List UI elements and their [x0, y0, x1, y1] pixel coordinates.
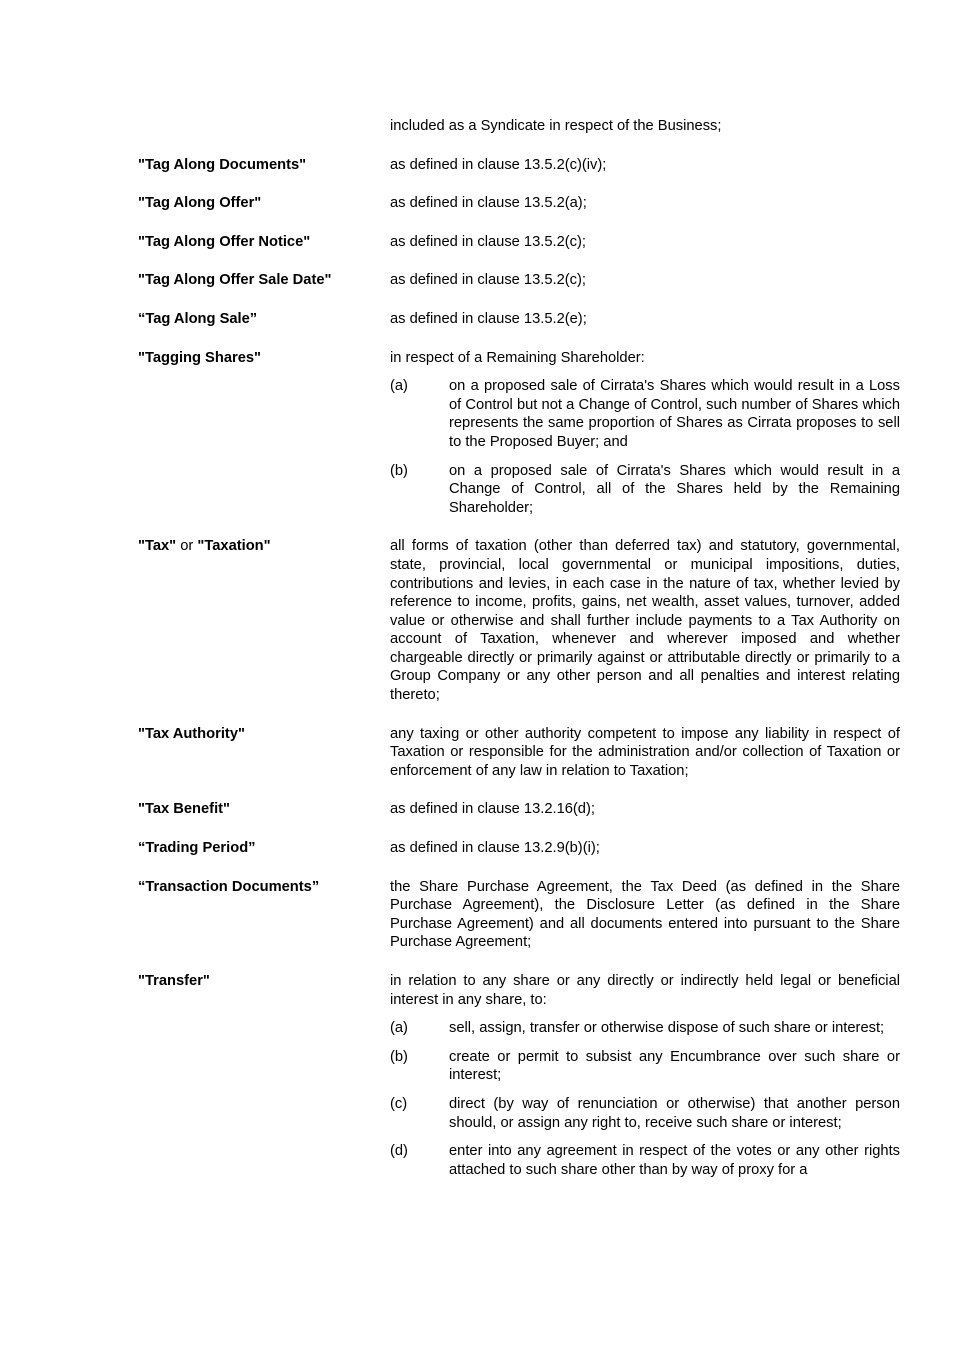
term-segment: "Taxation": [197, 538, 271, 555]
definition-term: [138, 537, 390, 704]
definition-text: as defined in clause 13.5.2(c)(iv);: [390, 156, 607, 173]
definition-term: [138, 839, 390, 858]
definition-entry: [138, 972, 900, 1179]
sub-clause-text: direct (by way of renunciation or otherwise) that another person should, or assign any right to, receive such share or interest;: [449, 1095, 900, 1131]
sub-clause-text: on a proposed sale of Cirrata's Shares which would result in a Loss of Control but not a Change of Control, such number of Shares which represents the same proportion of Shares as Cirrata proposes to sell to the Proposed Buyer; and: [449, 378, 900, 450]
definition-body: [390, 156, 900, 175]
sub-clause: [390, 462, 900, 518]
sub-clause-text: create or permit to subsist any Encumbrance over such share or interest;: [449, 1048, 900, 1084]
definition-term: [138, 725, 390, 781]
definition-entries: [138, 156, 900, 1180]
definition-term: [138, 878, 390, 952]
definitions-list: [138, 117, 900, 1199]
definition-text: as defined in clause 13.2.16(d);: [390, 801, 595, 818]
list-marker: (b): [390, 462, 408, 479]
definition-text: as defined in clause 13.5.2(c);: [390, 272, 586, 289]
term-segment: "Tag Along Offer Notice": [138, 233, 311, 250]
definition-body: [390, 271, 900, 290]
definition-body: [390, 537, 900, 704]
definition-body: [390, 310, 900, 329]
term-segment: "Transfer": [138, 973, 210, 989]
list-marker: (d): [390, 1143, 408, 1160]
continuation-text: included as a Syndicate in respect of the Business;: [390, 118, 722, 134]
definition-entry: [138, 233, 900, 252]
definition-text: as defined in clause 13.5.2(e);: [390, 310, 587, 327]
definition-body: [390, 117, 900, 136]
definition-body: [390, 349, 900, 518]
definition-text: any taxing or other authority competent to impose any liability in respect of Taxation or responsible for the administration and/or collection of Taxation or enforcement of any law in relation to Taxation;: [390, 725, 900, 779]
definition-body: [390, 725, 900, 781]
definition-term: [138, 972, 390, 1179]
term-segment: or: [176, 538, 198, 555]
definition-term: [138, 310, 390, 329]
sub-clause-text: on a proposed sale of Cirrata's Shares which would result in a Change of Control, all of the Shares held by the Remaining Shareholder;: [449, 462, 900, 516]
definition-entry: [138, 800, 900, 819]
definition-body: [390, 839, 900, 858]
term-segment: “Tag Along Sale”: [138, 310, 258, 327]
empty-term-cell: [138, 117, 390, 136]
definition-entry: [138, 194, 900, 213]
definition-text: as defined in clause 13.2.9(b)(i);: [390, 840, 600, 857]
sub-clause-text: sell, assign, transfer or otherwise dispose of such share or interest;: [449, 1020, 885, 1037]
definition-text: in respect of a Remaining Shareholder:: [390, 349, 645, 366]
definition-entry: [138, 156, 900, 175]
definition-term: [138, 271, 390, 290]
term-segment: "Tax Benefit": [138, 801, 231, 818]
definition-text: all forms of taxation (other than deferred tax) and statutory, governmental, state, provincial, local governmental or municipal impositions, duties, contributions and levies, in each case in the nature of tax, whether levied by reference to income, profits, gains, net wealth, asset values, turnover, added value or otherwise and shall further include payments to a Tax Authority on account of Taxation, whenever and wherever imposed and whether chargeable directly or primarily against or attributable directly or primarily to a Group Company or any other person and all penalties and interest relating thereto;: [390, 538, 900, 704]
list-marker: (c): [390, 1095, 408, 1112]
definition-body: [390, 972, 900, 1179]
definition-text: as defined in clause 13.5.2(a);: [390, 195, 587, 212]
definition-entry: [138, 537, 900, 704]
definition-entry: [138, 271, 900, 290]
definition-term: [138, 800, 390, 819]
definition-body: [390, 878, 900, 952]
definition-text: the Share Purchase Agreement, the Tax Deed (as defined in the Share Purchase Agreement), the Disclosure Letter (as defined in the Share Purchase Agreement) and all documents entered into pursuant to the Share Purchase Agreement;: [390, 878, 900, 951]
definition-term: [138, 194, 390, 213]
sub-clause-text: enter into any agreement in respect of the votes or any other rights attached to such share other than by way of proxy for a: [449, 1143, 900, 1178]
definition-body: [390, 800, 900, 819]
term-segment: "Tax Authority": [138, 725, 245, 742]
definition-text: as defined in clause 13.5.2(c);: [390, 233, 586, 250]
definition-term: [138, 156, 390, 175]
definition-body: [390, 233, 900, 252]
list-marker: (b): [390, 1048, 408, 1065]
list-marker: (a): [390, 378, 408, 395]
list-marker: (a): [390, 1020, 408, 1037]
sub-clause: [390, 1048, 900, 1085]
definition-term: [138, 349, 390, 518]
definition-entry: [138, 878, 900, 952]
term-segment: “Transaction Documents”: [138, 878, 320, 895]
term-segment: "Tax": [138, 538, 177, 555]
sub-clause: [390, 1095, 900, 1132]
definition-entry: [138, 839, 900, 858]
sub-clause: [390, 1142, 900, 1179]
term-segment: "Tag Along Offer": [138, 195, 262, 212]
continuation-entry: [138, 117, 900, 136]
sub-clause: [390, 377, 900, 451]
definition-entry: [138, 310, 900, 329]
term-segment: “Trading Period”: [138, 840, 256, 857]
definition-entry: [138, 725, 900, 781]
term-segment: "Tag Along Documents": [138, 156, 307, 173]
term-segment: "Tag Along Offer Sale Date": [138, 272, 332, 289]
definition-entry: [138, 349, 900, 518]
definition-term: [138, 233, 390, 252]
sub-clause: [390, 1019, 900, 1038]
definition-body: [390, 194, 900, 213]
definition-text: in relation to any share or any directly or indirectly held legal or beneficial interest in any share, to:: [390, 973, 900, 1008]
term-segment: "Tagging Shares": [138, 349, 262, 366]
